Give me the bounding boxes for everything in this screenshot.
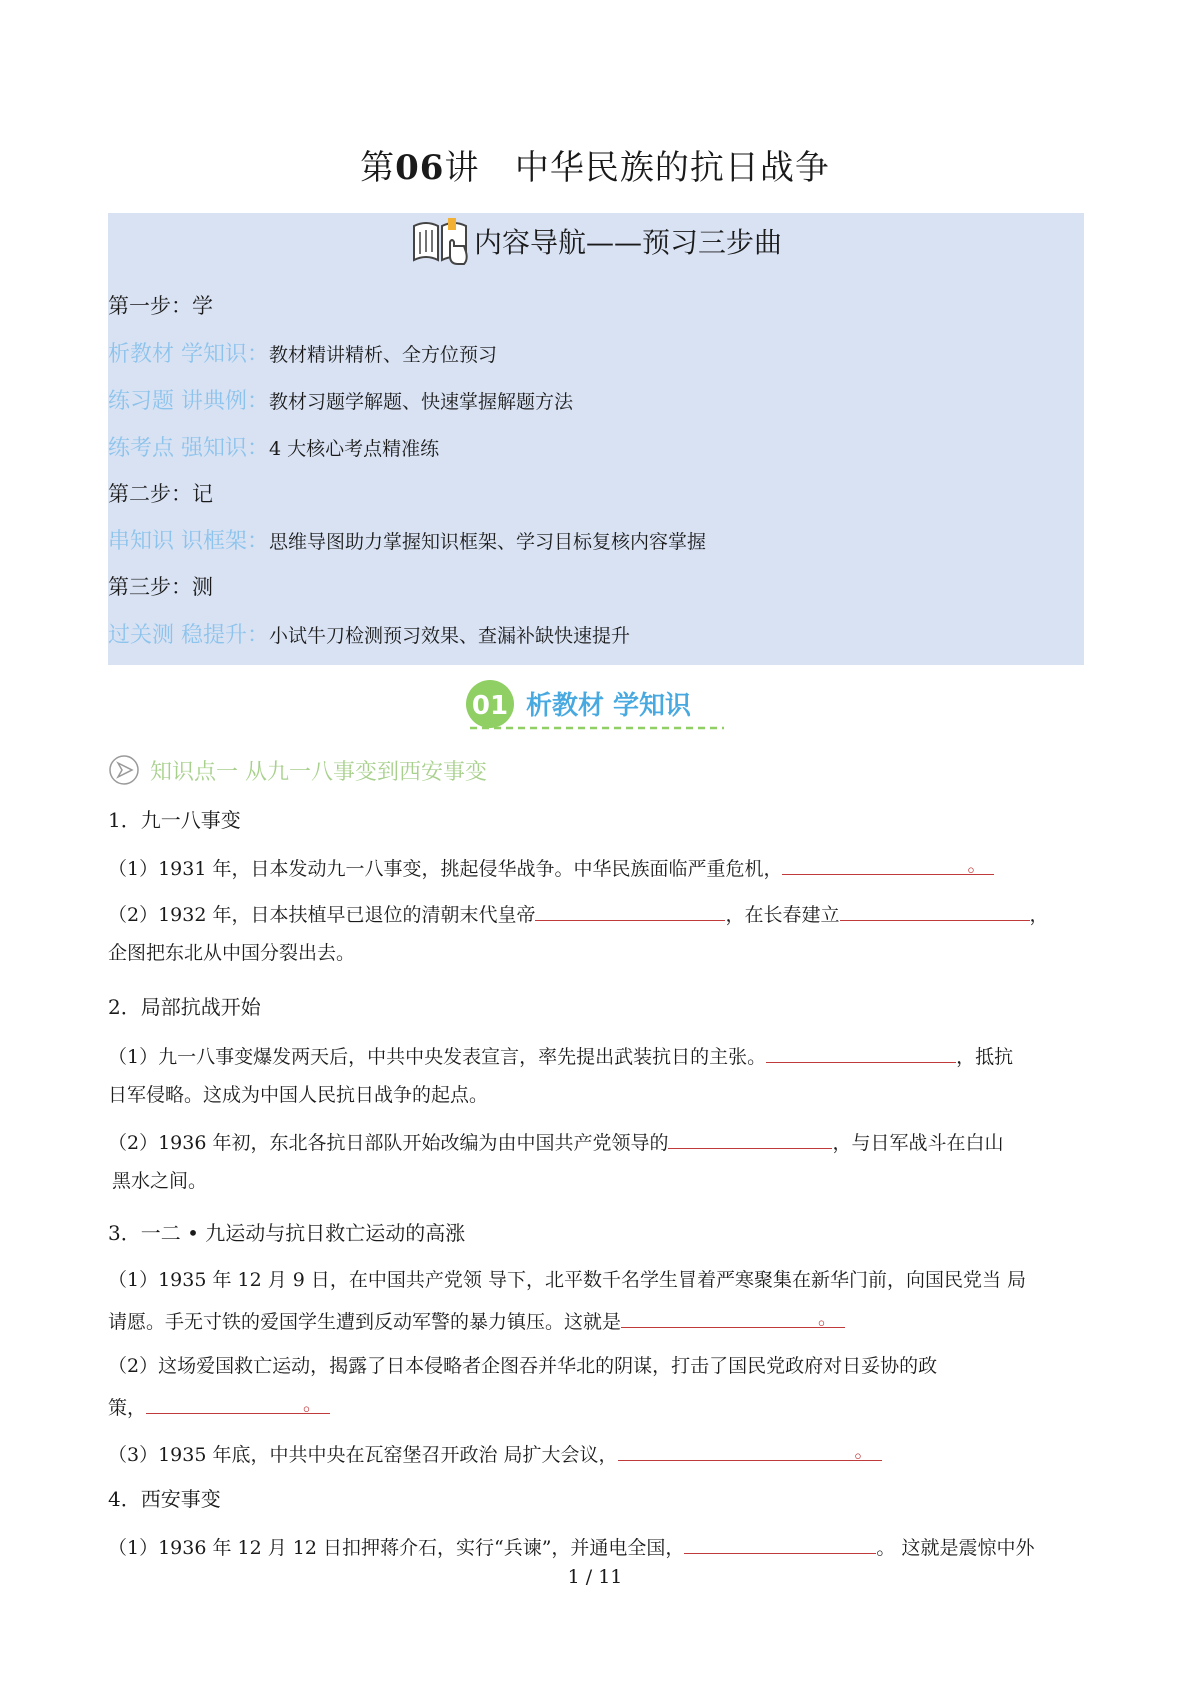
nav-item: 练习题 讲典例：教材习题学解题、快速掌握解题方法 <box>108 389 574 414</box>
paragraph: 策， 。 <box>108 1391 330 1423</box>
paragraph: （3）1935 年底，中共中央在瓦窑堡召开政治 局扩大会议， 。 <box>108 1438 882 1470</box>
paragraph: 企图把东北从中国分裂出去。 <box>108 942 356 964</box>
nav-item: 过关测 稳提升：小试牛刀检测预习效果、查漏补缺快速提升 <box>108 623 631 648</box>
paragraph: （2）1936 年初，东北各抗日部队开始改编为由中国共产党领导的 ，与日军战斗在白山 <box>108 1126 1004 1158</box>
section-banner-number: 01 <box>471 691 509 721</box>
nav-item: 串知识 识框架：思维导图助力掌握知识框架、学习目标复核内容掌握 <box>108 529 707 554</box>
heading-1: 1．九一八事变 <box>108 808 241 832</box>
section-banner-text: 析教材 学知识 <box>526 691 692 721</box>
knowledge-point-label: 知识点一 从九一八事变到西安事变 <box>150 759 487 785</box>
paragraph: 黑水之间。 <box>112 1170 208 1192</box>
nav-title: 内容导航——预习三步曲 <box>473 226 782 259</box>
nav-item: 析教材 学知识：教材精讲精析、全方位预习 <box>108 342 498 367</box>
paragraph: （2）这场爱国救亡运动，揭露了日本侵略者企图吞并华北的阴谋，打击了国民党政府对日妥协的政 <box>108 1355 938 1377</box>
fill-blank[interactable]: 。 <box>782 852 994 875</box>
fill-blank[interactable] <box>684 1531 876 1554</box>
nav-item: 练考点 强知识：4 大核心考点精准练 <box>108 436 440 461</box>
heading-3: 3．一二 • 九运动与抗日救亡运动的高涨 <box>108 1221 466 1245</box>
heading-2: 2．局部抗战开始 <box>108 995 261 1019</box>
paragraph: （1）1935 年 12 月 9 日，在中国共产党领 导下，北平数千名学生冒着严寒聚集在新华门前，向国民党当 局 <box>108 1269 1026 1291</box>
nav-step-2: 第二步：记 <box>108 482 213 506</box>
fill-blank[interactable] <box>535 898 725 921</box>
page-number: 1 / 11 <box>567 1566 623 1588</box>
fill-blank[interactable] <box>840 898 1030 921</box>
fill-blank[interactable] <box>668 1126 832 1149</box>
section-banner <box>462 680 732 732</box>
nav-step-3: 第三步：测 <box>108 575 213 599</box>
page-title: 第06讲 中华民族的抗日战争 <box>360 148 830 188</box>
knowledge-point-title <box>108 752 487 788</box>
paragraph: （1）1931 年，日本发动九一八事变，挑起侵华战争。中华民族面临严重危机， 。 <box>108 852 994 884</box>
paragraph: （2）1932 年，日本扶植早已退位的清朝末代皇帝 ，在长春建立 ， <box>108 898 1049 930</box>
paragraph: 日军侵略。这成为中国人民抗日战争的起点。 <box>108 1084 489 1106</box>
paragraph: （1）九一八事变爆发两天后，中共中央发表宣言，率先提出武装抗日的主张。 ，抵抗 <box>108 1040 1013 1072</box>
nav-header <box>108 213 1084 269</box>
content-navigation-box <box>108 213 1084 665</box>
paragraph: （1）1936 年 12 月 12 日扣押蒋介石，实行“兵谏”，并通电全国， 。 这就是震惊中外 <box>108 1531 1034 1563</box>
nav-step-1: 第一步：学 <box>108 294 213 318</box>
fill-blank[interactable]: 。 <box>621 1305 845 1328</box>
fill-blank[interactable] <box>766 1040 956 1063</box>
fill-blank[interactable]: 。 <box>618 1438 882 1461</box>
book-hand-icon <box>410 216 470 266</box>
arrow-circle-icon <box>108 754 140 786</box>
paragraph: 请愿。手无寸铁的爱国学生遭到反动军警的暴力镇压。这就是 。 <box>108 1305 845 1337</box>
fill-blank[interactable]: 。 <box>146 1391 330 1414</box>
heading-4: 4．西安事变 <box>108 1487 221 1511</box>
